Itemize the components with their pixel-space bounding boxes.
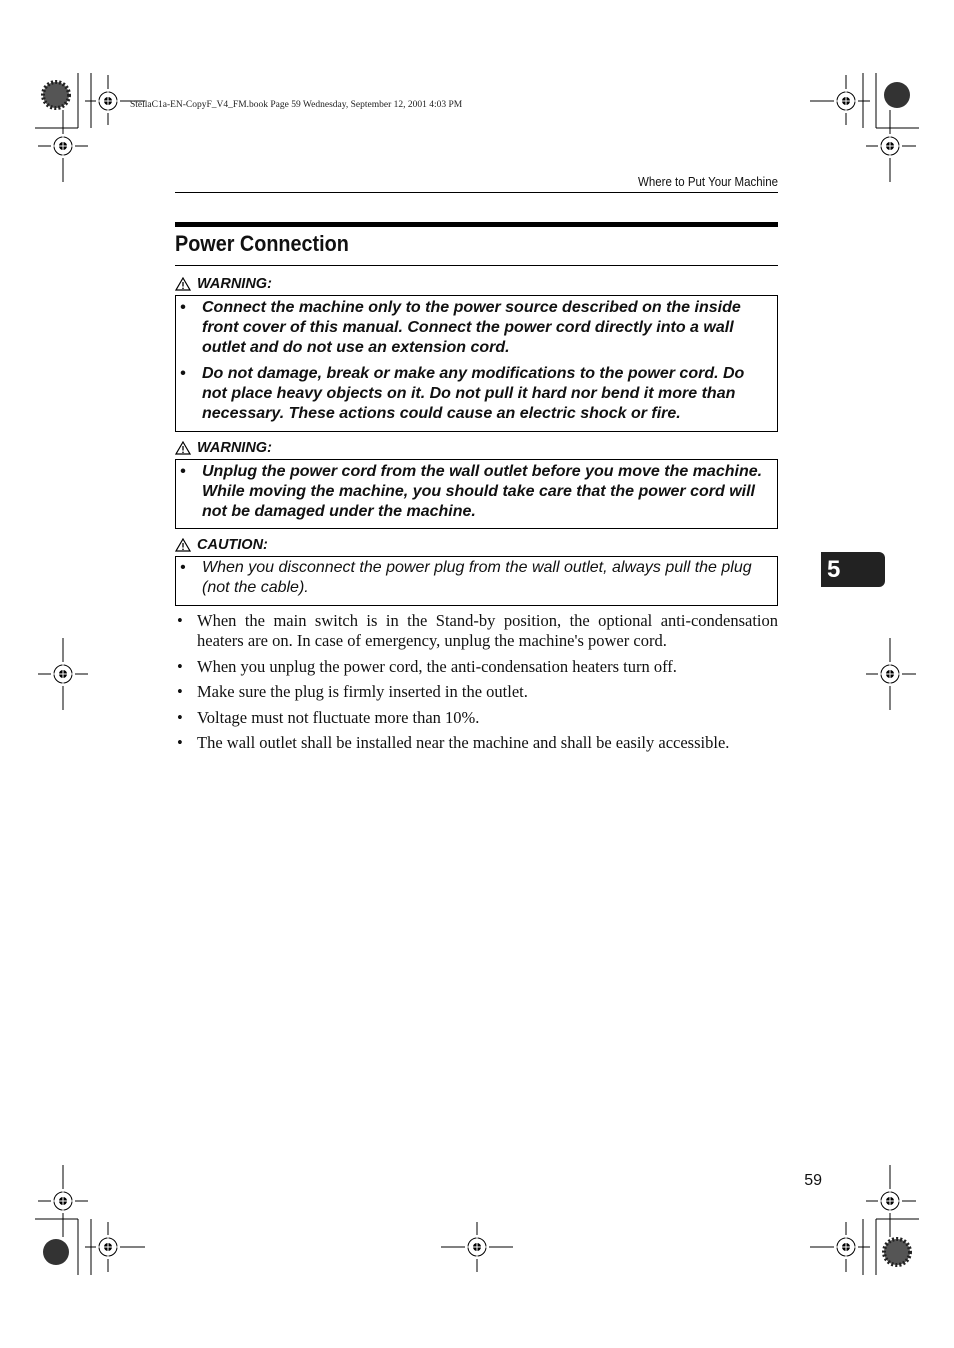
- notice-item: [176, 462, 777, 522]
- bullet: •: [180, 463, 186, 480]
- bullet: •: [177, 733, 183, 752]
- chapter-tab: 5: [821, 552, 885, 587]
- bullet: •: [177, 707, 183, 727]
- notice-item: [176, 298, 777, 358]
- notice-label-text: WARNING:: [197, 276, 272, 292]
- warning-label: [175, 440, 272, 456]
- warning-label: [175, 276, 272, 292]
- title-bottom-rule: [175, 265, 778, 266]
- list-item-text: Voltage must not fluctuate more than 10%.: [197, 707, 480, 727]
- notice-label-text: WARNING:: [197, 440, 272, 456]
- list-item-text: Make sure the plug is firmly inserted in the outlet.: [197, 682, 528, 701]
- caution-label: [175, 537, 268, 553]
- header-rule: [175, 192, 778, 193]
- notice-item-text: When you disconnect the power plug from the wall outlet, always pull the plug (not the cable).: [202, 559, 752, 596]
- bullet-list: [175, 611, 778, 759]
- caution-triangle-icon: [175, 538, 191, 552]
- list-item: [175, 682, 778, 702]
- page-title: Power Connection: [175, 231, 349, 256]
- list-item-text: When you unplug the power cord, the anti-condensation heaters turn off.: [197, 656, 677, 676]
- list-item-text: When the main switch is in the Stand-by position, the optional anti-condensation heaters are on. In case of emergency, unplug the machine's power cord.: [197, 611, 778, 650]
- warning-triangle-icon: [175, 277, 191, 291]
- running-head: Where to Put Your Machine: [637, 175, 778, 189]
- bullet: •: [180, 365, 186, 382]
- list-item: [175, 611, 778, 651]
- warning-box: [175, 295, 778, 432]
- notice-item: [176, 558, 777, 598]
- list-item: [175, 733, 778, 753]
- notice-label-text: CAUTION:: [197, 537, 268, 553]
- bullet: •: [177, 611, 183, 630]
- list-item: [175, 708, 778, 728]
- bullet: •: [177, 656, 183, 676]
- page-number: 59: [804, 1172, 822, 1189]
- notice-item-text: Connect the machine only to the power source described on the inside front cover of this manual. Connect the power cord directly into a wall outlet and do not use an extension cord.: [202, 299, 741, 356]
- title-top-rule: [175, 222, 778, 227]
- file-info: StellaC1a-EN-CopyF_V4_FM.book Page 59 Wednesday, September 12, 2001 4:03 PM: [130, 100, 463, 110]
- notice-item-text: Do not damage, break or make any modifications to the power cord. Do not place heavy objects on it. Do not pull it hard nor bend it more than necessary. These actions could cause an electric shock or fire.: [202, 365, 745, 422]
- notice-item: [176, 364, 777, 424]
- bullet: •: [180, 299, 186, 316]
- warning-box: [175, 459, 778, 529]
- notice-item-text: Unplug the power cord from the wall outlet before you move the machine. While moving the machine, you should take care that the power cord will not be damaged under the machine.: [202, 463, 763, 520]
- list-item-text: The wall outlet shall be installed near the machine and shall be easily accessible.: [197, 733, 730, 752]
- bullet: •: [180, 559, 186, 576]
- bullet: •: [177, 682, 183, 701]
- warning-triangle-icon: [175, 441, 191, 455]
- caution-box: [175, 556, 778, 606]
- list-item: [175, 657, 778, 677]
